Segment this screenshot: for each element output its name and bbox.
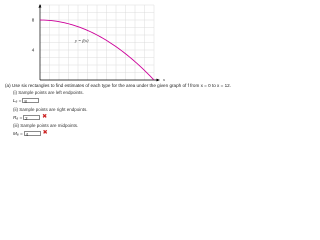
function-graph — [0, 0, 200, 84]
x-axis-arrow-icon — [157, 79, 161, 82]
y-axis-label: y — [39, 3, 41, 8]
question-prompt: (a) Use six rectangles to find estimates of each type for the area under the given graph of f from x = 0 to x = 12. — [5, 83, 231, 88]
x-mark-icon: ✖ — [42, 114, 48, 120]
grid-lines — [40, 5, 154, 80]
part-i-answer-row — [13, 97, 41, 103]
part-ii-label: (ii) Sample points are right endpoints. — [13, 107, 88, 112]
x-axis-label: x — [163, 77, 165, 82]
y-tick-label-4: 4 — [31, 47, 35, 53]
part-ii-answer-row — [13, 114, 47, 120]
curve-label: y = f(x) — [75, 38, 89, 43]
part-ii-variable-label: R₆ = — [13, 114, 23, 120]
part-iii-label: (iii) Sample points are midpoints. — [13, 123, 79, 128]
left-endpoint-answer-input[interactable]: 8 — [22, 98, 39, 103]
y-tick-label-8: 8 — [31, 17, 35, 23]
part-iii-answer-row — [13, 130, 48, 136]
part-iii-variable-label: M₆ = — [13, 130, 23, 136]
right-endpoint-answer-input[interactable]: 2 — [23, 115, 40, 120]
part-i-label: (i) Sample points are left endpoints. — [13, 90, 84, 95]
part-i-variable-label: L₆ = — [13, 97, 22, 103]
x-mark-icon: ✖ — [42, 130, 48, 136]
midpoint-answer-input[interactable]: 4 — [24, 131, 41, 136]
